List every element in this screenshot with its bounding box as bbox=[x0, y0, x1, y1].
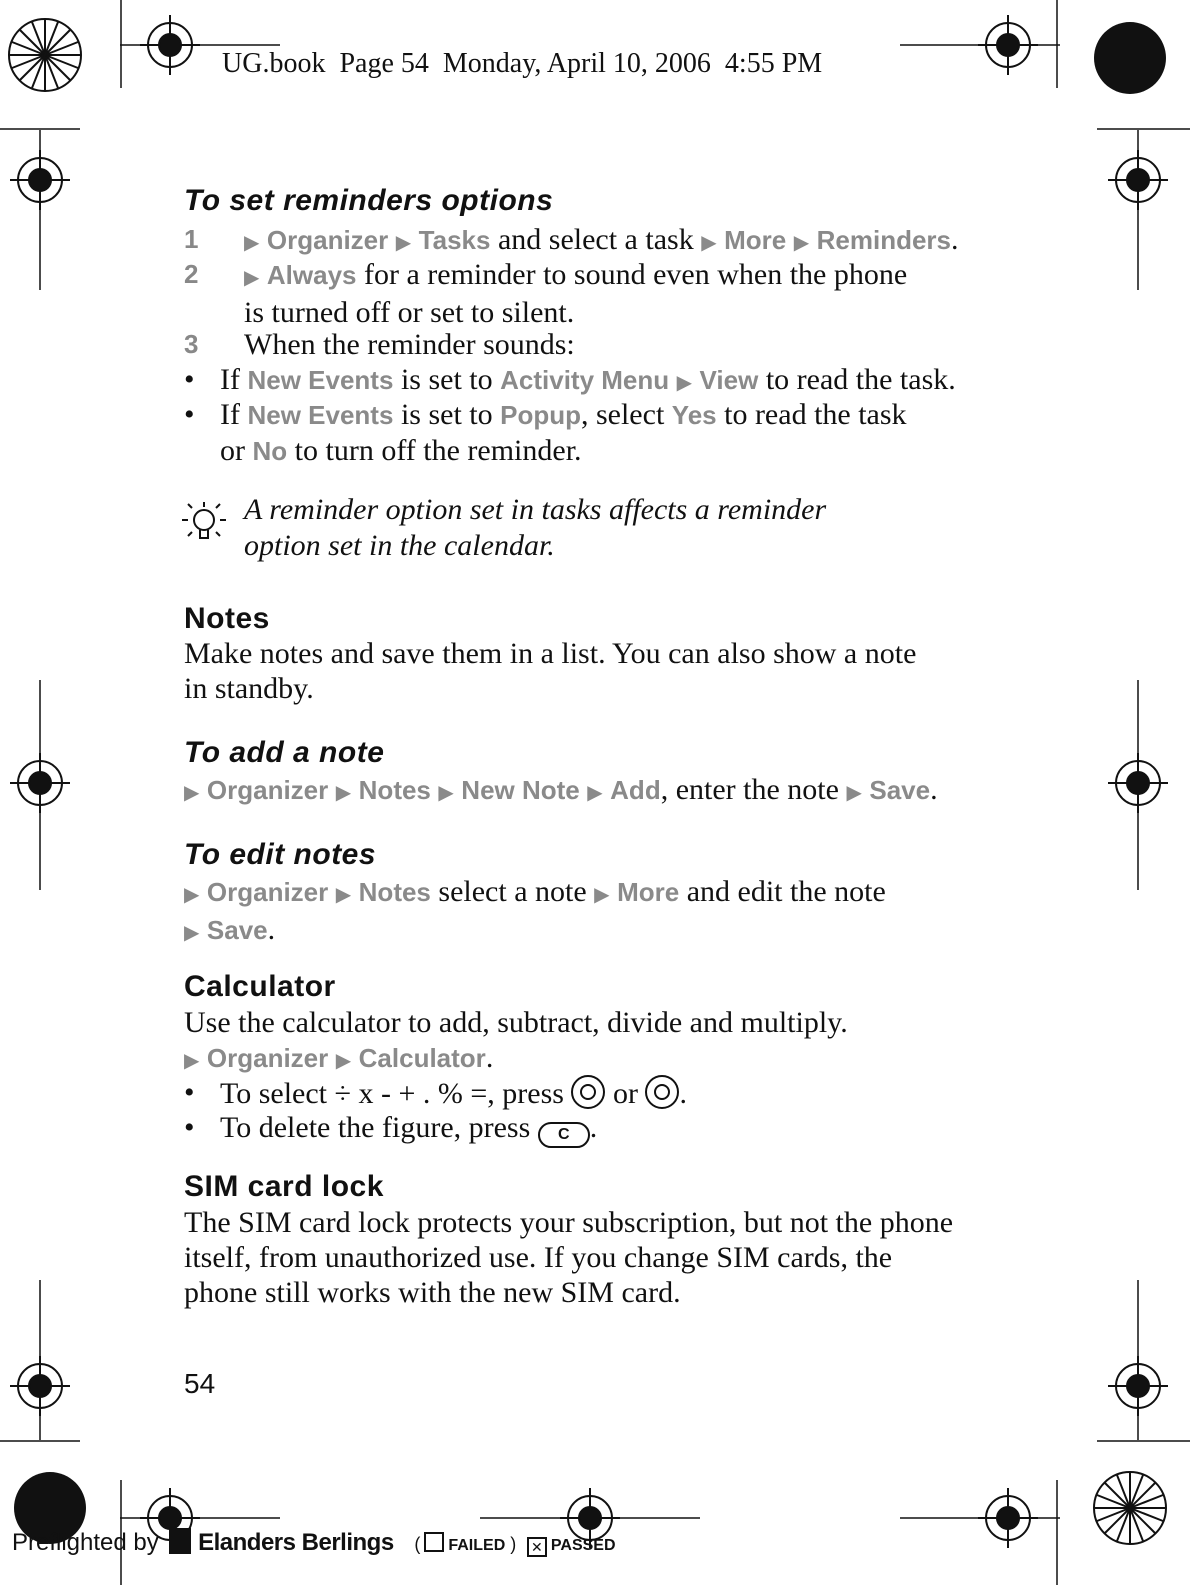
calculator-bullet-1 bbox=[184, 1075, 1014, 1111]
navigation-key-up-down-icon bbox=[645, 1075, 679, 1109]
text: If bbox=[220, 398, 248, 431]
text: If bbox=[220, 363, 248, 396]
menu-notes: Notes bbox=[358, 775, 431, 805]
tip-text bbox=[244, 492, 1004, 564]
reminders-bullet-1 bbox=[184, 362, 1014, 400]
text: to read the task. bbox=[758, 363, 956, 396]
text: To select ÷ x - + . % =, press bbox=[220, 1077, 572, 1110]
passed-checkbox-icon: ✕ bbox=[527, 1537, 547, 1557]
menu-activity-menu: Activity Menu bbox=[500, 365, 670, 395]
reminders-step-3 bbox=[184, 327, 1014, 362]
page-number: 54 bbox=[184, 1368, 216, 1399]
arrow-icon: ▶ bbox=[184, 1048, 200, 1072]
arrow-icon: ▶ bbox=[676, 370, 693, 394]
bullet-icon: • bbox=[184, 1076, 195, 1109]
arrow-icon: ▶ bbox=[184, 882, 200, 906]
menu-always: Always bbox=[266, 260, 357, 290]
arrow-icon: ▶ bbox=[846, 780, 862, 804]
arrow-icon: ▶ bbox=[184, 780, 200, 804]
menu-yes: Yes bbox=[671, 400, 717, 430]
text: phone still works with the new SIM card. bbox=[184, 1276, 681, 1309]
text: to read the task bbox=[716, 398, 907, 431]
reminders-heading: To set reminders options bbox=[184, 184, 554, 217]
reminders-step-2 bbox=[184, 257, 1014, 330]
menu-new-note: New Note bbox=[461, 775, 580, 805]
menu-save: Save bbox=[206, 915, 268, 945]
bullet-icon: • bbox=[184, 1111, 195, 1144]
navigation-key-left-right-icon bbox=[571, 1075, 605, 1109]
elanders-logo-icon bbox=[169, 1528, 191, 1554]
arrow-icon: ▶ bbox=[335, 780, 352, 804]
text: and edit the note bbox=[679, 875, 886, 908]
failed-label: FAILED bbox=[448, 1537, 506, 1554]
text: is set to bbox=[393, 363, 501, 396]
tip-line: option set in the calendar. bbox=[244, 529, 555, 562]
menu-popup: Popup bbox=[500, 400, 581, 430]
menu-view: View bbox=[699, 365, 759, 395]
step-number: 1 bbox=[184, 224, 199, 254]
arrow-icon: ▶ bbox=[244, 230, 260, 254]
calculator-heading: Calculator bbox=[184, 970, 336, 1003]
paren: ( bbox=[414, 1534, 421, 1554]
preflight-stamp bbox=[12, 1528, 616, 1557]
paren: ) bbox=[505, 1534, 517, 1554]
arrow-icon: ▶ bbox=[184, 920, 200, 944]
notes-text bbox=[184, 636, 1014, 706]
text: , enter the note bbox=[660, 773, 847, 806]
failed-checkbox-icon bbox=[424, 1532, 444, 1552]
text: to turn off the reminder. bbox=[287, 434, 582, 467]
arrow-icon: ▶ bbox=[335, 882, 352, 906]
text: in standby. bbox=[184, 672, 314, 705]
menu-organizer: Organizer bbox=[206, 1043, 329, 1073]
text: Make notes and save them in a list. You can also show a note bbox=[184, 637, 917, 670]
sim-lock-text bbox=[184, 1205, 1014, 1310]
menu-add: Add bbox=[610, 775, 661, 805]
company-name: Elanders Berlings bbox=[198, 1529, 394, 1556]
sim-lock-heading: SIM card lock bbox=[184, 1170, 384, 1203]
notes-heading: Notes bbox=[184, 602, 270, 635]
arrow-icon: ▶ bbox=[587, 780, 603, 804]
menu-organizer: Organizer bbox=[266, 225, 389, 255]
menu-reminders: Reminders bbox=[816, 225, 951, 255]
text: or bbox=[605, 1077, 646, 1110]
arrow-icon: ▶ bbox=[438, 780, 454, 804]
punct: . bbox=[679, 1077, 687, 1110]
passed-label: PASSED bbox=[550, 1537, 616, 1554]
arrow-icon: ▶ bbox=[335, 1048, 352, 1072]
page-header: UG.book Page 54 Monday, April 10, 2006 4:55 PM bbox=[222, 48, 823, 79]
text: , select bbox=[580, 398, 672, 431]
step-text: When the reminder sounds: bbox=[244, 328, 575, 361]
text: To delete the figure, press bbox=[220, 1111, 538, 1144]
edit-notes-path bbox=[184, 874, 1014, 950]
lightbulb-tip-icon bbox=[180, 498, 230, 548]
tip-line: A reminder option set in tasks affects a reminder bbox=[244, 493, 827, 526]
menu-organizer: Organizer bbox=[206, 877, 329, 907]
step-number: 2 bbox=[184, 259, 199, 289]
reminders-step-1 bbox=[184, 222, 1014, 260]
bullet-icon: • bbox=[184, 398, 195, 431]
text: The SIM card lock protects your subscription, but not the phone bbox=[184, 1206, 954, 1239]
menu-notes: Notes bbox=[358, 877, 431, 907]
step-number: 3 bbox=[184, 329, 199, 359]
add-note-heading: To add a note bbox=[184, 736, 385, 769]
arrow-icon: ▶ bbox=[395, 230, 412, 254]
text: select a note bbox=[430, 875, 595, 908]
step-text: and select a task bbox=[490, 223, 702, 256]
punct: . bbox=[485, 1041, 494, 1074]
text: or bbox=[220, 434, 253, 467]
menu-save: Save bbox=[869, 775, 931, 805]
menu-tasks: Tasks bbox=[418, 225, 491, 255]
calculator-bullet-2 bbox=[184, 1110, 1014, 1148]
preflighted-label: Preflighted by bbox=[12, 1529, 159, 1556]
add-note-path bbox=[184, 772, 1014, 810]
calculator-text bbox=[184, 1005, 1014, 1078]
punct: . bbox=[930, 773, 938, 806]
menu-new-events: New Events bbox=[247, 365, 394, 395]
edit-notes-heading: To edit notes bbox=[184, 838, 377, 871]
arrow-icon: ▶ bbox=[701, 230, 717, 254]
step-text: for a reminder to sound even when the phone bbox=[356, 258, 908, 291]
reminders-bullet-2 bbox=[184, 397, 1014, 469]
arrow-icon: ▶ bbox=[594, 882, 610, 906]
clear-key-icon: C bbox=[538, 1122, 590, 1148]
punct: . bbox=[951, 223, 959, 256]
arrow-icon: ▶ bbox=[793, 230, 810, 254]
text: Use the calculator to add, subtract, divide and multiply. bbox=[184, 1006, 848, 1039]
menu-more: More bbox=[617, 877, 680, 907]
arrow-icon: ▶ bbox=[244, 265, 260, 289]
menu-calculator: Calculator bbox=[358, 1043, 486, 1073]
step-text: is turned off or set to silent. bbox=[244, 296, 575, 329]
punct: . bbox=[589, 1111, 598, 1144]
menu-new-events: New Events bbox=[247, 400, 394, 430]
menu-no: No bbox=[252, 436, 288, 466]
text: is set to bbox=[393, 398, 501, 431]
menu-organizer: Organizer bbox=[206, 775, 329, 805]
menu-more: More bbox=[724, 225, 787, 255]
punct: . bbox=[267, 913, 276, 946]
bullet-icon: • bbox=[184, 363, 195, 396]
text: itself, from unauthorized use. If you change SIM cards, the bbox=[184, 1241, 893, 1274]
